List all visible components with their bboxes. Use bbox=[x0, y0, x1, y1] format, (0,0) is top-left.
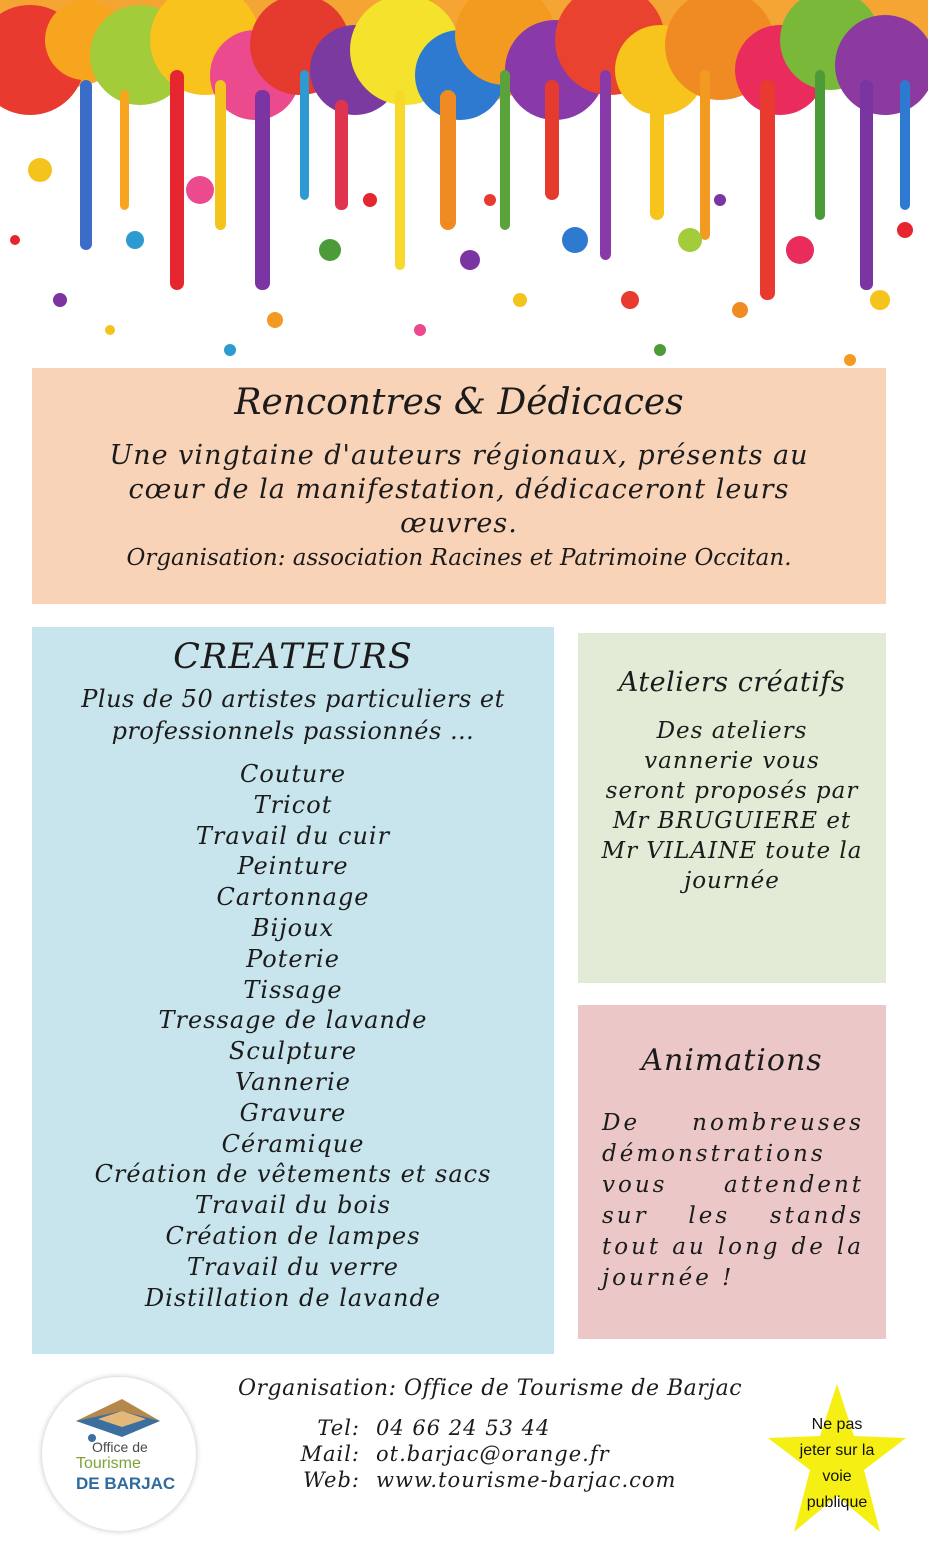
logo-line-1: Office de bbox=[92, 1439, 148, 1455]
createurs-list bbox=[32, 759, 554, 1313]
logo-line-2: Tourisme bbox=[76, 1455, 141, 1472]
mail-value[interactable]: ot.barjac@orange.fr bbox=[376, 1442, 610, 1466]
contact-mail bbox=[280, 1441, 770, 1467]
list-item: Travail du cuir bbox=[195, 821, 391, 850]
rencontres-organisation: Organisation: association Racines et Patrimoine Occitan. bbox=[126, 545, 792, 571]
star-text bbox=[768, 1412, 906, 1516]
list-item: Vannerie bbox=[235, 1067, 351, 1096]
ateliers-creatifs-panel bbox=[578, 633, 886, 983]
tel-label: Tel: bbox=[317, 1416, 360, 1440]
contact-tel bbox=[280, 1415, 770, 1441]
list-item: Couture bbox=[239, 760, 347, 788]
animations-body: De nombreuses démonstrations vous attendent sur les stands tout au long de la journée ! bbox=[602, 1110, 864, 1291]
list-item: Travail du verre bbox=[187, 1252, 399, 1281]
mail-label: Mail: bbox=[300, 1442, 360, 1466]
list-item: Création de vêtements et sacs bbox=[94, 1160, 492, 1189]
paint-splatter-banner bbox=[0, 0, 928, 400]
list-item: Création de lampes bbox=[165, 1221, 421, 1250]
star-line-1: Ne pas bbox=[811, 1416, 863, 1433]
ateliers-title: Ateliers créatifs bbox=[618, 667, 846, 698]
list-item: Tressage de lavande bbox=[158, 1006, 428, 1035]
logo-line-3: DE BARJAC bbox=[76, 1474, 176, 1493]
list-item: Travail du bois bbox=[195, 1191, 391, 1220]
ateliers-body: Des ateliers vannerie vous seront proposés par Mr BRUGUIERE et Mr VILAINE toute la journée bbox=[601, 718, 863, 894]
createurs-intro: Plus de 50 artistes particuliers et professionnels passionnés … bbox=[81, 685, 505, 745]
createurs-panel bbox=[32, 627, 554, 1354]
tel-value: 04 66 24 53 44 bbox=[376, 1416, 551, 1440]
star-badge bbox=[768, 1380, 906, 1538]
rencontres-title: Rencontres & Dédicaces bbox=[234, 382, 684, 423]
footer-organisation: Organisation: Office de Tourisme de Barjac bbox=[237, 1376, 743, 1401]
list-item: Distillation de lavande bbox=[144, 1283, 442, 1312]
list-item: Cartonnage bbox=[216, 883, 370, 912]
star-line-2: jeter sur la bbox=[799, 1442, 875, 1459]
list-item: Céramique bbox=[221, 1129, 365, 1158]
rencontres-body: Une vingtaine d'auteurs régionaux, présents au cœur de la manifestation, dédicaceront leurs œuvres. bbox=[109, 440, 809, 539]
web-value[interactable]: www.tourisme-barjac.com bbox=[376, 1468, 677, 1492]
list-item: Bijoux bbox=[251, 913, 335, 942]
contact-web bbox=[280, 1467, 770, 1493]
web-label: Web: bbox=[303, 1468, 360, 1492]
list-item: Tricot bbox=[253, 790, 333, 819]
star-line-4: publique bbox=[806, 1494, 868, 1511]
list-item: Tissage bbox=[243, 975, 343, 1004]
office-tourisme-logo bbox=[42, 1377, 196, 1531]
animations-panel bbox=[578, 1005, 886, 1339]
list-item: Sculpture bbox=[228, 1037, 358, 1066]
createurs-title: CREATEURS bbox=[173, 637, 413, 677]
footer-contact bbox=[210, 1376, 770, 1493]
list-item: Peinture bbox=[237, 852, 349, 881]
list-item: Gravure bbox=[239, 1098, 347, 1127]
animations-title: Animations bbox=[641, 1043, 823, 1078]
rencontres-dedicaces-panel bbox=[32, 368, 886, 604]
list-item: Poterie bbox=[246, 944, 340, 973]
star-line-3: voie bbox=[822, 1468, 852, 1485]
